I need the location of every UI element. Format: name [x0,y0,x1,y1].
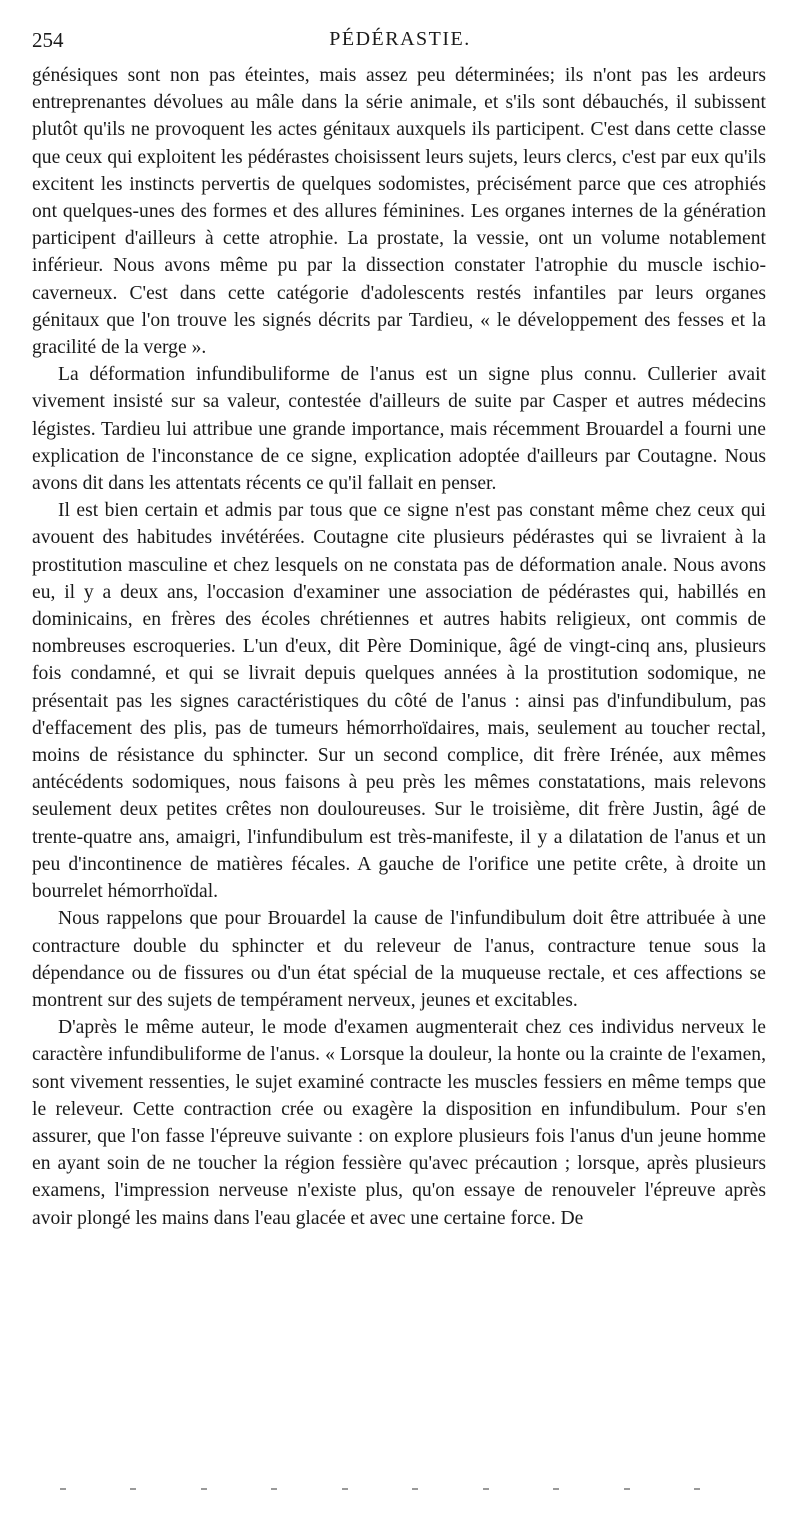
paragraph-cases: Il est bien certain et admis par tous que ce signe n'est pas constant même chez ceux qui avouent des habitudes invétérées. Coutagne cite plusieurs pédérastes qui se livraient à la prostitution masculine et chez lesquels on ne constata pas de déformation anale. Nous avons eu, il y a deux ans, l'occasion d'examiner une association de pédérastes qui, habillés en dominicains, en frères des écoles chrétiennes et autres habits religieux, ont commis de nombreuses escroqueries. L'un d'eux, dit Père Dominique, âgé de vingt-cinq ans, plusieurs fois condamné, et qui se livrait depuis quelques années à la prostitution sodomique, ne présentait pas les signes caractéristiques du côté de l'anus : ainsi pas d'infundibulum, pas d'effacement des plis, pas de tumeurs hémorrhoïdaires, mais, seulement au toucher rectal, moins de résistance du sphincter. Sur un second complice, dit frère Irénée, aux mêmes antécédents sodomiques, nous faisons à peu près les mêmes constatations, mais relevons seulement deux petites crêtes non douloureuses. Sur le troisième, dit frère Justin, âgé de trente-quatre ans, amaigri, l'infundibulum est très-manifeste, il y a dilatation de l'anus et un peu d'incontinence de matières fécales. A gauche de l'orifice une petite crête, à droite un bourrelet hémorrhoïdal. [32,500,766,903]
bleed-mark [624,1488,630,1490]
page-number: 254 [32,28,64,52]
bleed-mark [271,1488,277,1490]
bleed-mark [342,1488,348,1490]
bleed-mark [553,1488,559,1490]
bleed-mark [412,1488,418,1490]
body-text [32,62,766,1232]
bleed-mark [130,1488,136,1490]
running-title: PÉDÉRASTIE. [329,28,471,50]
bleed-mark [694,1488,700,1490]
bleed-through-marks [60,1486,700,1492]
bleed-mark [60,1488,66,1490]
paragraph-continuation: génésiques sont non pas éteintes, mais assez peu déterminées; ils n'ont pas les ardeurs entreprenantes dévolues au mâle dans la série animale, et s'ils sont débauchés, il subissent plutôt qu'ils ne provoquent les actes génitaux auxquels ils participent. C'est dans cette classe que ceux qui exploitent les pédérastes choisissent leurs sujets, leurs clercs, c'est par eux qu'ils excitent les instincts pervertis de quelques sodomistes, précisément parce que ces atrophiés ont quelques-unes des formes et des allures féminines. Les organes internes de la génération participent d'ailleurs à cette atrophie. La prostate, la vessie, ont un volume notablement inférieur. Nous avons même pu par la dissection constater l'atrophie du muscle ischio-caverneux. C'est dans cette catégorie d'adolescents restés infantiles par leurs organes génitaux que l'on trouve les signés décrits par Tardieu, « le développement des fesses et la gracilité de la verge ». [32,65,766,359]
paragraph-brouardel-cause: Nous rappelons que pour Brouardel la cause de l'infundibulum doit être attribuée à une contracture double du sphincter et du releveur de l'anus, contracture tenue sous la dépendance ou de fissures ou d'un état spécial de la muqueuse rectale, et ces affections se montrent sur des sujets de tempérament nerveux, jeunes et excitables. [32,908,766,1011]
bleed-mark [483,1488,489,1490]
paragraph-examination-mode: D'après le même auteur, le mode d'examen augmenterait chez ces individus nerveux le caractère infundibuliforme de l'anus. « Lorsque la douleur, la honte ou la crainte de l'examen, sont vivement ressenties, le sujet examiné contracte les muscles fessiers en même temps que le releveur. Cette contraction crée ou exagère la disposition en infundibulum. Pour s'en assurer, que l'on fasse l'épreuve suivante : on explore plusieurs fois l'anus d'un jeune homme en ayant soin de ne toucher la région fessière qu'avec précaution ; lorsque, après plusieurs examens, l'impression nerveuse n'existe plus, qu'on essaye de renouveler l'épreuve après avoir plongé les mains dans l'eau glacée et avec une certaine force. De [32,1017,766,1229]
bleed-mark [201,1488,207,1490]
paragraph-infundibuliform: La déformation infundibuliforme de l'anus est un signe plus connu. Cullerier avait vivement insisté sur sa valeur, contestée d'ailleurs de suite par Casper et autres médecins légistes. Tardieu lui attribue une grande importance, mais récemment Brouardel a fourni une explication de l'inconstance de ce signe, explication adoptée d'ailleurs par Coutagne. Nous avons dit dans les attentats récents ce qu'il fallait en penser. [32,364,766,495]
page-header [32,28,768,56]
